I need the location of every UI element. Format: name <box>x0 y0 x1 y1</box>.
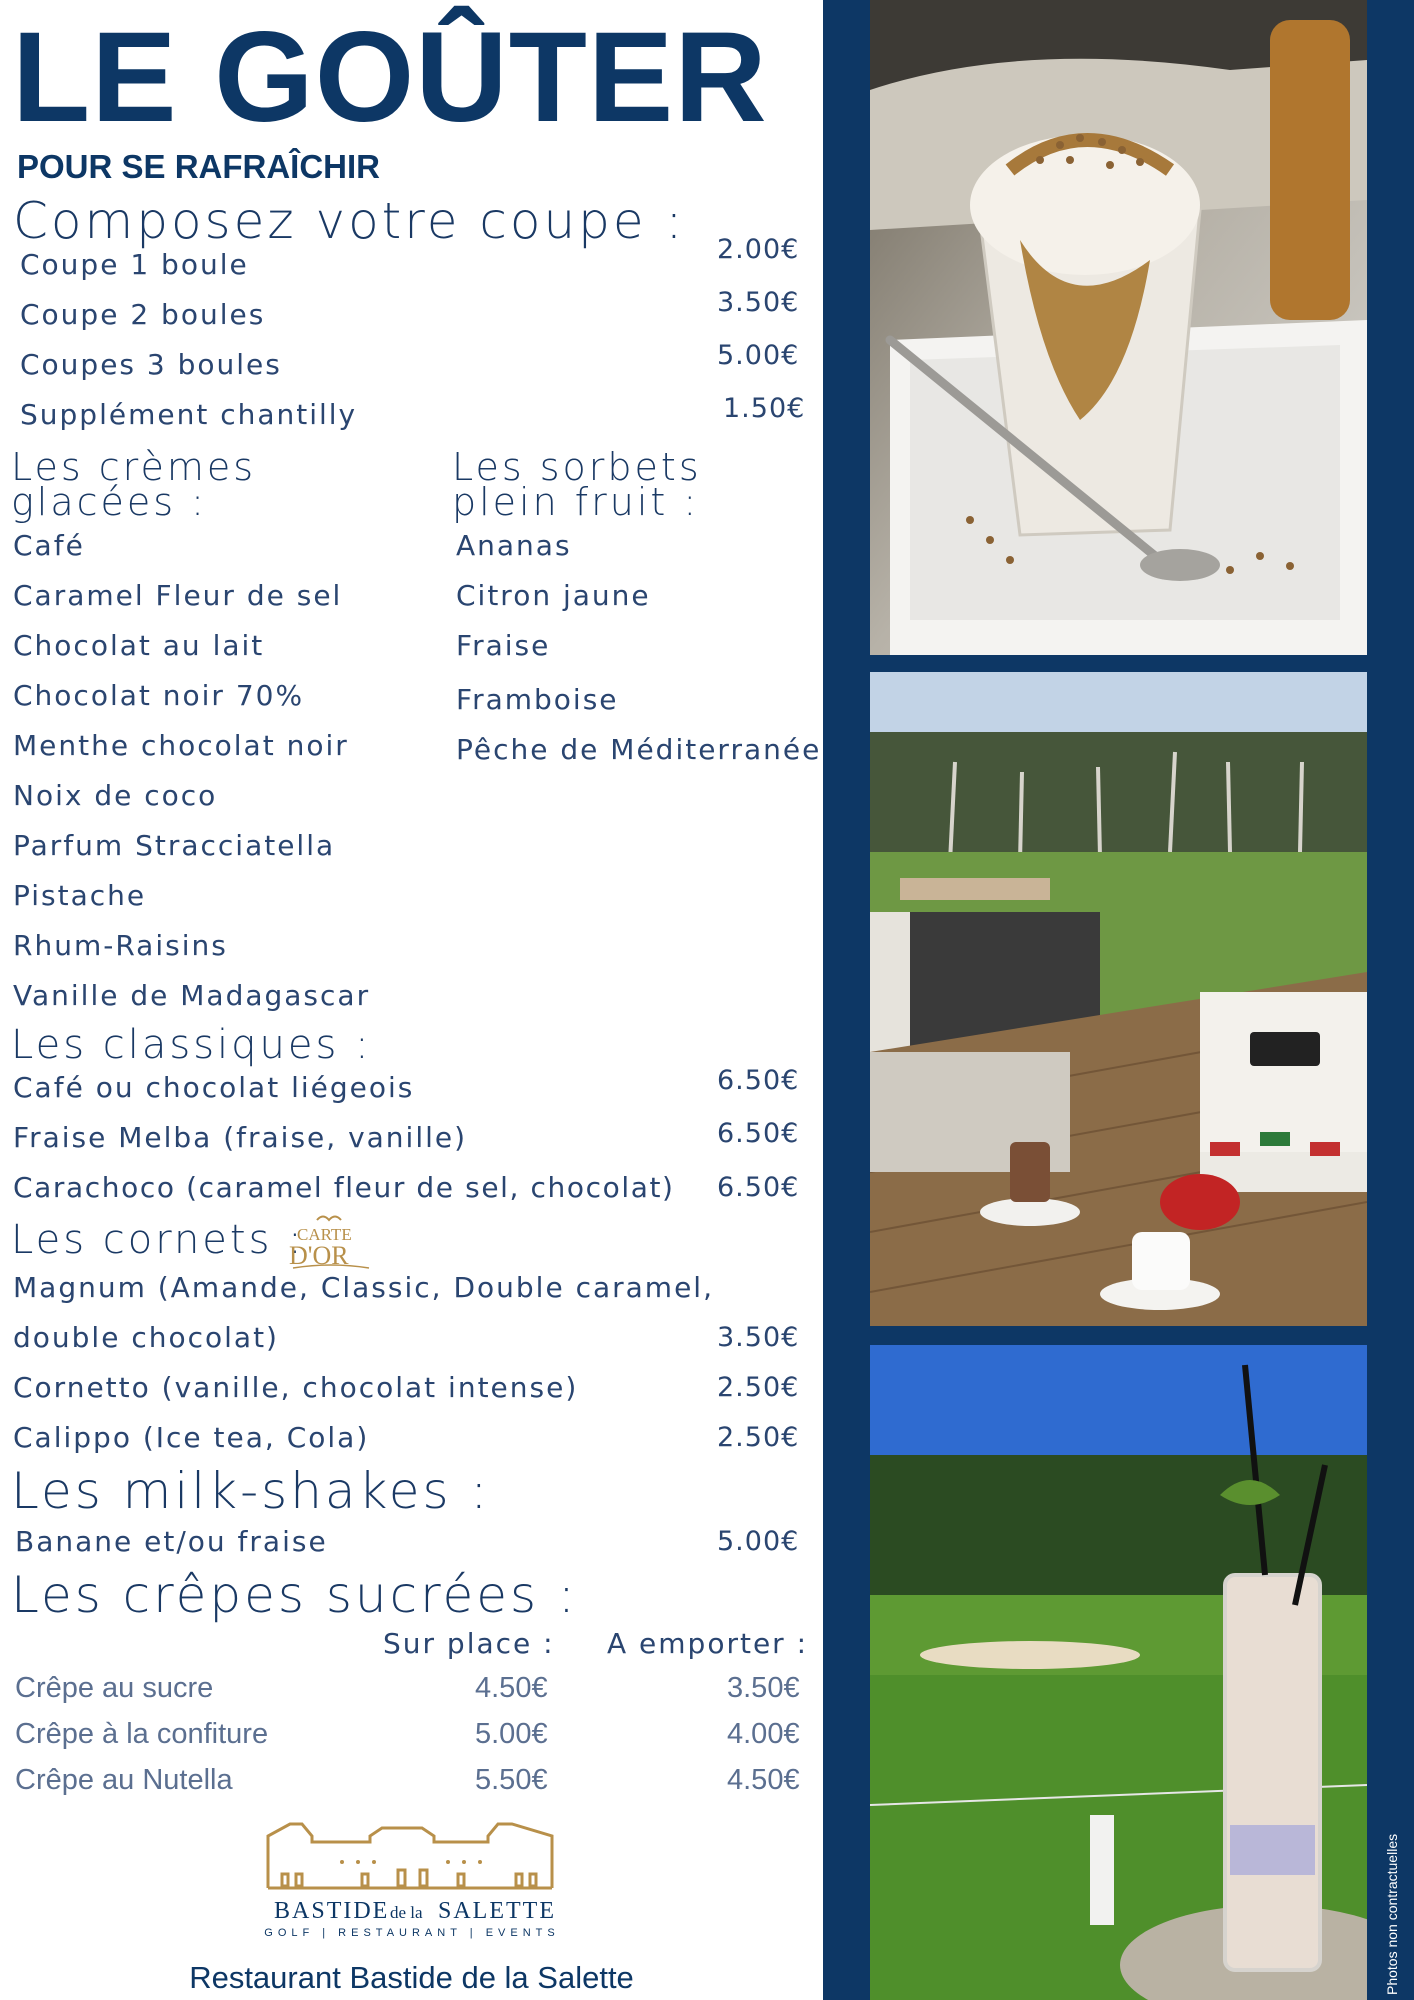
page-title: LE GOÛTER <box>12 6 768 149</box>
carte-dor-logo <box>287 1212 373 1272</box>
coupe-heading: Composez votre coupe : <box>13 192 686 250</box>
crepe-item-label: Crêpe à la confiture <box>15 1718 269 1750</box>
creme-item: Café <box>13 529 85 562</box>
cremes-heading-line1: Les crèmes <box>11 445 257 489</box>
creme-item: Caramel Fleur de sel <box>13 579 343 612</box>
cornet-item-price: 2.50€ <box>717 1372 800 1403</box>
photos-disclaimer: Photos non contractuelles <box>1384 1833 1400 1995</box>
cornets-heading: Les cornets : <box>11 1217 305 1263</box>
creme-item: Menthe chocolat noir <box>13 729 349 762</box>
crepe-item-label: Crêpe au Nutella <box>15 1764 233 1796</box>
milkshake-item-price: 5.00€ <box>717 1526 800 1557</box>
classique-item-price: 6.50€ <box>717 1065 800 1096</box>
milkshakes-heading: Les milk-shakes : <box>11 1462 491 1520</box>
creme-item: Vanille de Madagascar <box>13 979 371 1012</box>
classiques-heading: Les classiques : <box>11 1022 372 1068</box>
sorbet-item: Ananas <box>456 529 572 562</box>
cornet-item-label: Cornetto (vanille, chocolat intense) <box>13 1371 579 1404</box>
logo-salette: SALETTE <box>438 1898 556 1924</box>
sorbet-item: Fraise <box>456 629 551 662</box>
cornet-item-price: 2.50€ <box>717 1422 800 1453</box>
milkshake-item-label: Banane et/ou fraise <box>15 1525 328 1558</box>
crepes-col-emporter: A emporter : <box>607 1627 809 1660</box>
crepes-col-sur-place: Sur place : <box>383 1627 555 1660</box>
crepe-price-sur-place: 4.50€ <box>475 1672 548 1704</box>
coupe-item-price: 5.00€ <box>717 340 800 371</box>
logo-bastide: BASTIDE <box>274 1898 390 1924</box>
crepe-price-emporter: 3.50€ <box>727 1672 800 1704</box>
sorbet-item: Pêche de Méditerranée <box>456 733 822 766</box>
sorbets-heading-line2: plein fruit : <box>452 480 700 524</box>
cornet-item-price: 3.50€ <box>717 1322 800 1353</box>
coupe-item-price: 2.00€ <box>717 234 800 265</box>
sorbet-item: Citron jaune <box>456 579 651 612</box>
cornet-item-label: double chocolat) <box>13 1321 279 1354</box>
milkshake-golf-photo <box>870 1345 1367 2000</box>
classique-item-price: 6.50€ <box>717 1118 800 1149</box>
cornet-item-label: Magnum (Amande, Classic, Double caramel, <box>13 1271 714 1304</box>
crepe-item-label: Crêpe au sucre <box>15 1672 214 1704</box>
coupe-item-label: Coupes 3 boules <box>20 348 282 381</box>
cremes-heading-line2: glacées : <box>11 480 207 524</box>
coupe-item-price: 3.50€ <box>717 287 800 318</box>
logo-tagline: GOLF | RESTAURANT | EVENTS <box>264 1927 560 1939</box>
restaurant-name: Restaurant Bastide de la Salette <box>189 1960 634 1995</box>
logo-de-la: de la <box>390 1903 423 1922</box>
carte-dor-line2: D'OR <box>289 1241 349 1270</box>
crepe-price-emporter: 4.50€ <box>727 1764 800 1796</box>
bastide-logo <box>262 1818 562 1948</box>
crepe-price-sur-place: 5.00€ <box>475 1718 548 1750</box>
crepes-heading: Les crêpes sucrées : <box>11 1566 578 1624</box>
classique-item-price: 6.50€ <box>717 1172 800 1203</box>
creme-item: Parfum Stracciatella <box>13 829 336 862</box>
crepe-price-emporter: 4.00€ <box>727 1718 800 1750</box>
creme-item: Chocolat noir 70% <box>13 679 305 712</box>
creme-item: Noix de coco <box>13 779 218 812</box>
creme-item: Rhum-Raisins <box>13 929 228 962</box>
classique-item-label: Carachoco (caramel fleur de sel, chocolat) <box>13 1171 675 1204</box>
crepe-price-sur-place: 5.50€ <box>475 1764 548 1796</box>
terrace-golf-photo <box>870 672 1367 1326</box>
coupe-item-label: Supplément chantilly <box>20 398 358 431</box>
coupe-item-label: Coupe 1 boule <box>20 248 249 281</box>
creme-item: Chocolat au lait <box>13 629 265 662</box>
carte-dor-line1: CARTE <box>297 1225 352 1244</box>
page-subtitle: POUR SE RAFRAÎCHIR <box>17 148 381 185</box>
sorbets-heading-line1: Les sorbets <box>452 445 702 489</box>
coupe-item-price: 1.50€ <box>723 393 806 424</box>
sorbet-item: Framboise <box>456 683 619 716</box>
classique-item-label: Fraise Melba (fraise, vanille) <box>13 1121 468 1154</box>
creme-item: Pistache <box>13 879 147 912</box>
cornet-item-label: Calippo (Ice tea, Cola) <box>13 1421 370 1454</box>
ice-cream-photo <box>870 0 1367 655</box>
classique-item-label: Café ou chocolat liégeois <box>13 1071 415 1104</box>
coupe-item-label: Coupe 2 boules <box>20 298 266 331</box>
